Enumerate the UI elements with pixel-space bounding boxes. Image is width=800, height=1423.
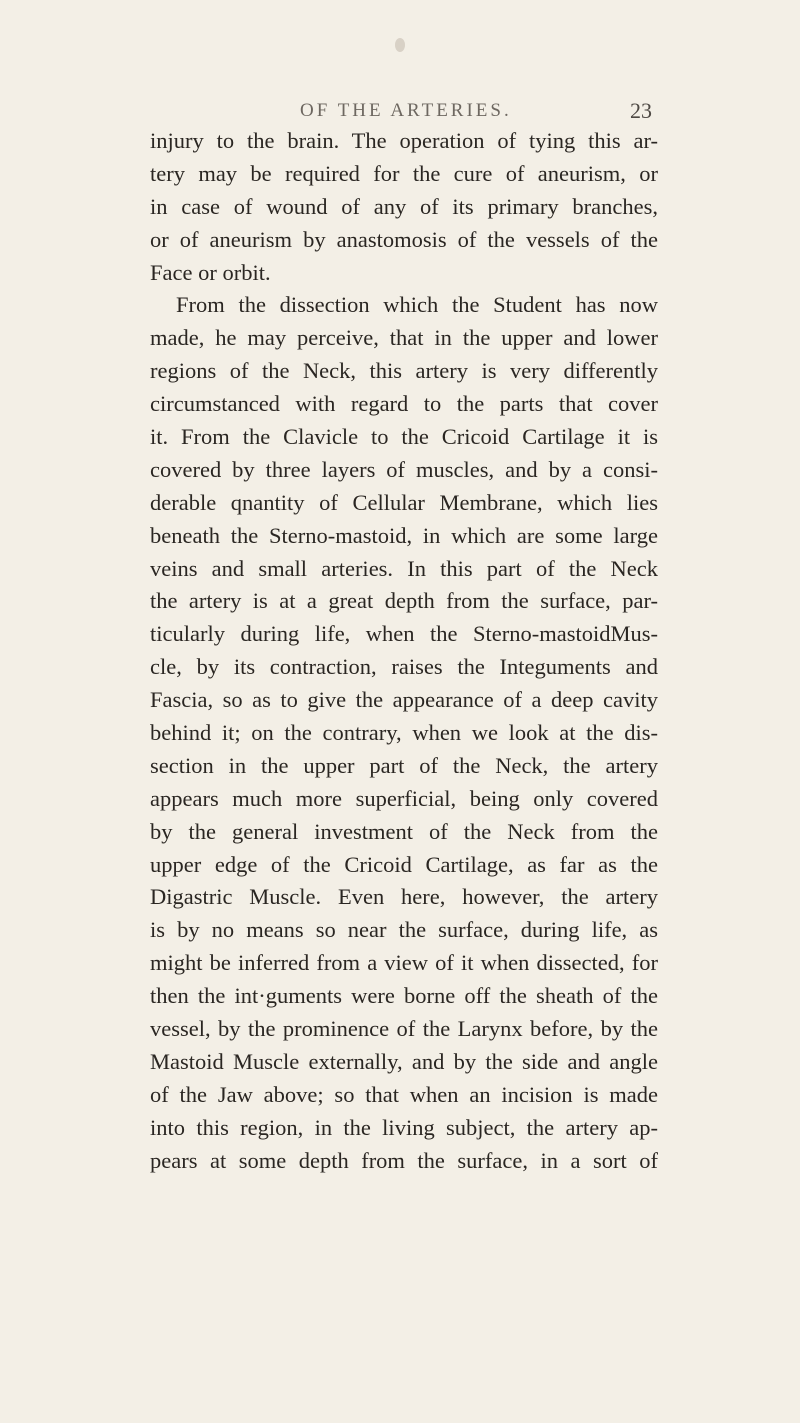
- ink-smudge: [395, 38, 405, 52]
- text-line: then the int·guments were borne off the sheath of the: [150, 983, 658, 1009]
- text-line: by the general investment of the Neck from the: [150, 818, 658, 844]
- text-line: upper edge of the Cricoid Cartilage, as far as the: [150, 851, 658, 877]
- text-line: injury to the brain. The operation of tying this ar-: [150, 128, 658, 153]
- text-line: behind it; on the contrary, when we look at the dis-: [150, 720, 658, 746]
- text-line: regions of the Neck, this artery is very differently: [150, 358, 658, 384]
- text-line: From the dissection which the Student has now: [176, 292, 658, 318]
- text-line: covered by three layers of muscles, and by a consi-: [150, 456, 658, 482]
- text-line: appears much more superficial, being only covered: [150, 785, 658, 811]
- text-line: into this region, in the living subject, the artery ap-: [150, 1114, 658, 1140]
- text-line: might be inferred from a view of it when dissected, for: [150, 950, 658, 976]
- text-line: beneath the Sterno-mastoid, in which are some large: [150, 522, 658, 548]
- text-line: Face or orbit.: [150, 259, 271, 285]
- text-line: the artery is at a great depth from the surface, par-: [150, 588, 658, 614]
- page-number: 23: [630, 98, 652, 123]
- text-line: or of aneurism by anastomosis of the vessels of the: [150, 226, 658, 252]
- running-title: OF THE ARTERIES.: [300, 100, 512, 121]
- text-line: cle, by its contraction, raises the Integuments and: [150, 654, 658, 680]
- text-line: is by no means so near the surface, during life, as: [150, 917, 658, 943]
- text-line: section in the upper part of the Neck, the artery: [150, 752, 658, 778]
- text-line: of the Jaw above; so that when an incision is made: [150, 1081, 658, 1107]
- text-line: Fascia, so as to give the appearance of a deep cavity: [150, 687, 658, 713]
- text-line: tery may be required for the cure of aneurism, or: [150, 160, 658, 186]
- text-line: ticularly during life, when the Sterno-mastoidMus-: [150, 621, 658, 647]
- body-text: [150, 125, 658, 1178]
- text-line: pears at some depth from the surface, in a sort of: [150, 1147, 658, 1173]
- text-line: it. From the Clavicle to the Cricoid Cartilage it is: [150, 424, 658, 450]
- text-line: circumstanced with regard to the parts that cover: [150, 391, 658, 417]
- text-line: vessel, by the prominence of the Larynx before, by the: [150, 1016, 658, 1042]
- text-line: derable qnantity of Cellular Membrane, which lies: [150, 489, 658, 515]
- text-line: Digastric Muscle. Even here, however, the artery: [150, 884, 658, 910]
- running-head: [0, 92, 800, 122]
- text-line: Mastoid Muscle externally, and by the side and angle: [150, 1048, 658, 1074]
- text-line: veins and small arteries. In this part of the Neck: [150, 555, 658, 581]
- text-line: in case of wound of any of its primary branches,: [150, 193, 658, 219]
- text-line: made, he may perceive, that in the upper and lower: [150, 325, 658, 351]
